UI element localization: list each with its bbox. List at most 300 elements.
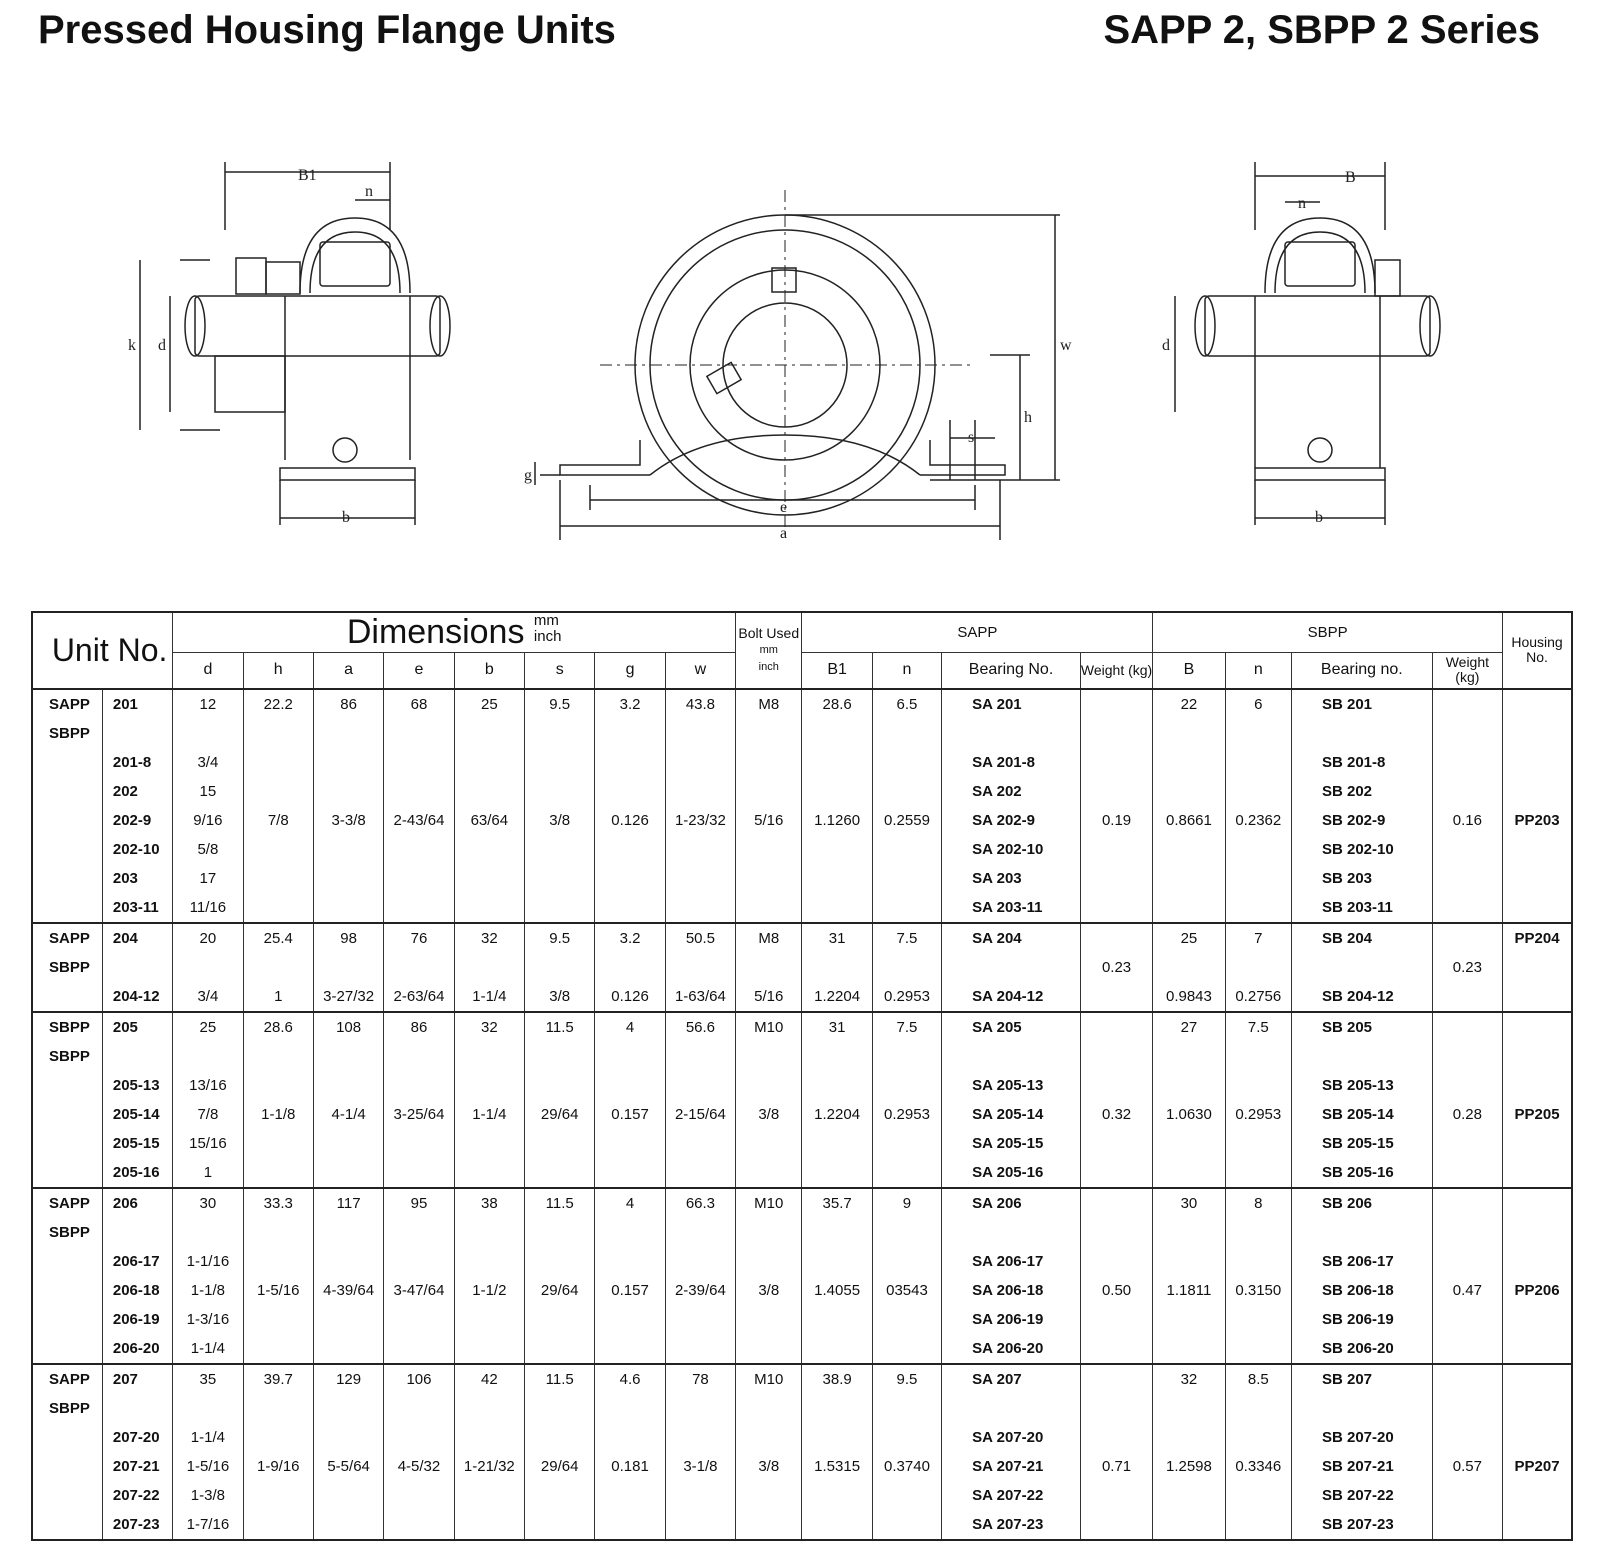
- table-cell: 11.5: [525, 1364, 595, 1394]
- table-cell: [1503, 1364, 1572, 1394]
- table-cell: [454, 777, 524, 806]
- table-cell: [454, 1423, 524, 1452]
- table-cell: [454, 719, 524, 748]
- table-cell: [243, 1071, 313, 1100]
- table-row: [32, 1334, 1572, 1364]
- table-cell: 1-5/16: [173, 1452, 243, 1481]
- table-cell: [802, 1129, 872, 1158]
- table-cell: 206-18: [102, 1276, 172, 1305]
- table-cell: [32, 982, 102, 1012]
- table-cell: [595, 893, 665, 923]
- table-cell: [872, 1071, 941, 1100]
- table-cell: 7.5: [872, 923, 941, 953]
- table-cell: [802, 1247, 872, 1276]
- table-cell: [32, 1510, 102, 1540]
- table-cell: [872, 1042, 941, 1071]
- table-cell: [802, 748, 872, 777]
- table-cell: [1080, 777, 1152, 806]
- label-a: a: [780, 525, 788, 542]
- table-cell: [1153, 719, 1225, 748]
- table-cell: [384, 1158, 454, 1188]
- table-cell: [595, 1305, 665, 1334]
- table-cell: SA 206-18: [942, 1276, 1081, 1305]
- table-cell: [595, 1423, 665, 1452]
- table-cell: [595, 1334, 665, 1364]
- table-cell: [1432, 1394, 1502, 1423]
- table-cell: [384, 1305, 454, 1334]
- table-cell: [1503, 1158, 1572, 1188]
- table-cell: 0.181: [595, 1452, 665, 1481]
- table-cell: 1-21/32: [454, 1452, 524, 1481]
- col-bearing-no-sbpp: Bearing no.: [1291, 653, 1432, 689]
- table-cell: SA 203-11: [942, 893, 1081, 923]
- table-cell: [243, 953, 313, 982]
- table-cell: [736, 1129, 802, 1158]
- table-cell: [1432, 1012, 1502, 1042]
- table-cell: 27: [1153, 1012, 1225, 1042]
- table-cell: [173, 1218, 243, 1247]
- table-cell: [102, 953, 172, 982]
- table-cell: 202: [102, 777, 172, 806]
- table-cell: [1153, 1071, 1225, 1100]
- table-cell: [384, 893, 454, 923]
- table-cell: 1-9/16: [243, 1452, 313, 1481]
- table-cell: [1080, 835, 1152, 864]
- table-cell: [243, 1510, 313, 1540]
- table-cell: 9.5: [872, 1364, 941, 1394]
- label-h: h: [1024, 409, 1032, 426]
- table-cell: 68: [384, 689, 454, 719]
- table-cell: [1080, 1510, 1152, 1540]
- table-cell: SB 204-12: [1291, 982, 1432, 1012]
- table-cell: 1.1811: [1153, 1276, 1225, 1305]
- table-cell: SB 206-17: [1291, 1247, 1432, 1276]
- table-cell: [942, 719, 1081, 748]
- table-cell: 204: [102, 923, 172, 953]
- table-cell: 66.3: [665, 1188, 735, 1218]
- table-cell: 6.5: [872, 689, 941, 719]
- table-cell: [665, 953, 735, 982]
- table-cell: 206-19: [102, 1305, 172, 1334]
- table-cell: SAPP: [49, 695, 90, 713]
- table-cell: [802, 777, 872, 806]
- table-cell: [665, 1510, 735, 1540]
- table-cell: [1503, 864, 1572, 893]
- table-cell: [1291, 1042, 1432, 1071]
- table-cell: [384, 1218, 454, 1247]
- table-cell: 2-63/64: [384, 982, 454, 1012]
- table-cell: [525, 1071, 595, 1100]
- table-cell: [1432, 835, 1502, 864]
- table-cell: 5/16: [736, 806, 802, 835]
- table-cell: [872, 1481, 941, 1510]
- table-cell: [243, 1158, 313, 1188]
- table-cell: M8: [736, 689, 802, 719]
- table-cell: 1-1/2: [454, 1276, 524, 1305]
- table-cell: 0.9843: [1153, 982, 1225, 1012]
- table-cell: [525, 1247, 595, 1276]
- label-b-left: b: [342, 509, 350, 526]
- table-row: [32, 1100, 1572, 1129]
- table-cell: 9.5: [525, 689, 595, 719]
- table-cell: 0.2953: [872, 1100, 941, 1129]
- table-cell: 206-17: [102, 1247, 172, 1276]
- table-cell: [1432, 982, 1502, 1012]
- table-cell: 39.7: [243, 1364, 313, 1394]
- table-cell: [665, 1334, 735, 1364]
- table-cell: 1-5/16: [243, 1276, 313, 1305]
- header-sapp: SAPP: [802, 612, 1153, 653]
- table-cell: 22: [1153, 689, 1225, 719]
- table-cell: [1080, 1188, 1152, 1218]
- table-cell: [1153, 1305, 1225, 1334]
- table-cell: [1225, 1334, 1291, 1364]
- table-cell: [872, 1158, 941, 1188]
- table-row: [32, 1071, 1572, 1100]
- table-cell: SB 203-11: [1291, 893, 1432, 923]
- table-cell: [313, 1305, 383, 1334]
- table-cell: [736, 1042, 802, 1071]
- table-cell: 86: [384, 1012, 454, 1042]
- table-cell: SA 206-20: [942, 1334, 1081, 1364]
- table-cell: [243, 893, 313, 923]
- table-row: [32, 806, 1572, 835]
- table-cell: SA 205-13: [942, 1071, 1081, 1100]
- table-cell: 29/64: [525, 1276, 595, 1305]
- table-cell: SBPP: [49, 958, 90, 976]
- table-cell: [454, 1247, 524, 1276]
- table-cell: [872, 1247, 941, 1276]
- col-n-sapp: n: [872, 653, 941, 689]
- table-row: [32, 1481, 1572, 1510]
- table-cell: [243, 719, 313, 748]
- table-cell: [872, 777, 941, 806]
- table-cell: [1432, 1218, 1502, 1247]
- table-cell: [1291, 1394, 1432, 1423]
- label-e: e: [780, 499, 788, 516]
- table-row: [32, 982, 1572, 1012]
- table-cell: [1432, 1188, 1502, 1218]
- table-cell: SA 207-22: [942, 1481, 1081, 1510]
- table-cell: 3/8: [736, 1276, 802, 1305]
- table-cell: 0.2953: [1225, 1100, 1291, 1129]
- table-cell: [1225, 1247, 1291, 1276]
- table-cell: [313, 1158, 383, 1188]
- table-cell: 0.157: [595, 1100, 665, 1129]
- table-cell: 25: [1153, 923, 1225, 953]
- table-cell: [525, 953, 595, 982]
- table-cell: SB 201-8: [1291, 748, 1432, 777]
- table-cell: [736, 748, 802, 777]
- table-cell: PP203: [1503, 806, 1572, 835]
- table-row: [32, 1129, 1572, 1158]
- table-cell: [1225, 835, 1291, 864]
- table-cell: [1225, 1305, 1291, 1334]
- table-cell: [313, 719, 383, 748]
- table-cell: 5-5/64: [313, 1452, 383, 1481]
- table-cell: [525, 1129, 595, 1158]
- header-unit-no: Unit No.: [32, 612, 173, 689]
- label-d-right: d: [1162, 337, 1170, 354]
- table-cell: [1153, 1247, 1225, 1276]
- table-cell: [313, 1510, 383, 1540]
- table-cell: [102, 1218, 172, 1247]
- table-cell: [1503, 1218, 1572, 1247]
- table-cell: SB 204: [1291, 923, 1432, 953]
- table-cell: SB 202-9: [1291, 806, 1432, 835]
- table-cell: [1503, 953, 1572, 982]
- table-cell: [736, 1218, 802, 1247]
- table-cell: [736, 1423, 802, 1452]
- table-cell: 0.2756: [1225, 982, 1291, 1012]
- table-cell: [1432, 1247, 1502, 1276]
- table-cell: [525, 835, 595, 864]
- table-cell: 7/8: [243, 806, 313, 835]
- table-cell: [1080, 1071, 1152, 1100]
- table-cell: [32, 1423, 102, 1452]
- table-cell: 1.4055: [802, 1276, 872, 1305]
- table-cell: [313, 953, 383, 982]
- table-cell: 17: [173, 864, 243, 893]
- table-cell: 4-5/32: [384, 1452, 454, 1481]
- table-cell: [243, 864, 313, 893]
- table-cell: SA 205-16: [942, 1158, 1081, 1188]
- table-cell: 3-3/8: [313, 806, 383, 835]
- table-cell: 76: [384, 923, 454, 953]
- table-cell: [736, 1158, 802, 1188]
- table-cell: [872, 1218, 941, 1247]
- table-cell: SA 205: [942, 1012, 1081, 1042]
- table-cell: [1432, 748, 1502, 777]
- series-title: SAPP 2, SBPP 2 Series: [1103, 8, 1540, 52]
- table-cell: 1-1/16: [173, 1247, 243, 1276]
- table-cell: [525, 719, 595, 748]
- table-cell: 38: [454, 1188, 524, 1218]
- table-cell: 86: [313, 689, 383, 719]
- table-cell: [1503, 1334, 1572, 1364]
- table-cell: [1503, 982, 1572, 1012]
- table-cell: [595, 719, 665, 748]
- table-cell: 15: [173, 777, 243, 806]
- table-cell: [454, 1129, 524, 1158]
- table-cell: [454, 835, 524, 864]
- table-cell: [1503, 1481, 1572, 1510]
- page-title: Pressed Housing Flange Units: [38, 8, 616, 52]
- table-cell: [665, 893, 735, 923]
- table-cell: [1080, 1158, 1152, 1188]
- table-cell: 3/8: [736, 1452, 802, 1481]
- table-cell: [1225, 1129, 1291, 1158]
- table-cell: [525, 1042, 595, 1071]
- table-cell: 3-1/8: [665, 1452, 735, 1481]
- table-row: [32, 689, 1572, 719]
- table-cell: [32, 835, 102, 864]
- table-cell: [243, 1394, 313, 1423]
- table-cell: [384, 835, 454, 864]
- table-cell: [32, 1276, 102, 1305]
- table-cell: 0.23: [1080, 953, 1152, 982]
- table-cell: SB 205-15: [1291, 1129, 1432, 1158]
- table-cell: [525, 1510, 595, 1540]
- col-w: w: [665, 653, 735, 689]
- table-cell: [454, 893, 524, 923]
- table-cell: [872, 953, 941, 982]
- table-cell: [736, 1394, 802, 1423]
- table-cell: 22.2: [243, 689, 313, 719]
- table-cell: 25.4: [243, 923, 313, 953]
- table-cell: [525, 777, 595, 806]
- table-cell: 15/16: [173, 1129, 243, 1158]
- table-cell: SA 202-9: [942, 806, 1081, 835]
- col-weight-sapp: Weight (kg): [1080, 653, 1152, 689]
- table-cell: 1-1/4: [173, 1334, 243, 1364]
- label-B: B: [1345, 169, 1356, 186]
- table-cell: [32, 1247, 102, 1276]
- table-cell: [173, 953, 243, 982]
- table-cell: [454, 1510, 524, 1540]
- table-cell: [802, 893, 872, 923]
- table-cell: [1432, 1334, 1502, 1364]
- table-cell: [736, 835, 802, 864]
- table-cell: 30: [1153, 1188, 1225, 1218]
- table-cell: [1080, 1364, 1152, 1394]
- table-row: [32, 864, 1572, 893]
- table-cell: [1080, 1481, 1152, 1510]
- table-cell: [595, 835, 665, 864]
- table-cell: [32, 1452, 102, 1481]
- col-d: d: [173, 653, 243, 689]
- table-cell: [1291, 1218, 1432, 1247]
- table-cell: [313, 1071, 383, 1100]
- table-row: [32, 1042, 1572, 1071]
- table-cell: [454, 1481, 524, 1510]
- table-cell: [665, 1129, 735, 1158]
- table-cell: [665, 864, 735, 893]
- table-cell: [736, 893, 802, 923]
- table-cell: [32, 1305, 102, 1334]
- table-cell: 205-16: [102, 1158, 172, 1188]
- col-bearing-no-sapp: Bearing No.: [942, 653, 1081, 689]
- table-cell: 0.28: [1432, 1100, 1502, 1129]
- table-cell: 117: [313, 1188, 383, 1218]
- table-cell: [1080, 748, 1152, 777]
- col-n-sbpp: n: [1225, 653, 1291, 689]
- table-cell: 3/8: [525, 806, 595, 835]
- table-cell: [872, 864, 941, 893]
- table-cell: [243, 1247, 313, 1276]
- table-cell: SA 206: [942, 1188, 1081, 1218]
- table-cell: [1225, 719, 1291, 748]
- table-row: [32, 1276, 1572, 1305]
- table-cell: [1503, 1247, 1572, 1276]
- table-cell: 78: [665, 1364, 735, 1394]
- table-cell: 50.5: [665, 923, 735, 953]
- table-cell: 7: [1225, 923, 1291, 953]
- table-row: [32, 1218, 1572, 1247]
- table-row: [32, 1158, 1572, 1188]
- table-cell: [1153, 1042, 1225, 1071]
- front-view: [535, 190, 1060, 540]
- table-cell: [872, 893, 941, 923]
- table-cell: [243, 1334, 313, 1364]
- table-cell: [454, 864, 524, 893]
- table-cell: [736, 1071, 802, 1100]
- table-cell: 32: [454, 1012, 524, 1042]
- table-cell: 1-3/8: [173, 1481, 243, 1510]
- table-cell: [595, 1158, 665, 1188]
- table-cell: 4-1/4: [313, 1100, 383, 1129]
- table-cell: [1432, 864, 1502, 893]
- table-cell: [1153, 1158, 1225, 1188]
- table-cell: [872, 835, 941, 864]
- table-cell: 35: [173, 1364, 243, 1394]
- table-cell: 0.3150: [1225, 1276, 1291, 1305]
- table-cell: 3.2: [595, 689, 665, 719]
- table-cell: [1432, 689, 1502, 719]
- table-cell: [1432, 777, 1502, 806]
- table-cell: [1503, 1188, 1572, 1218]
- table-cell: [1080, 893, 1152, 923]
- table-cell: 0.126: [595, 982, 665, 1012]
- table-cell: [1503, 689, 1572, 719]
- table-cell: [665, 1481, 735, 1510]
- table-cell: [32, 1071, 102, 1100]
- table-cell: [313, 1423, 383, 1452]
- table-cell: [243, 1129, 313, 1158]
- col-weight-sbpp: Weight (kg): [1432, 653, 1502, 689]
- label-n-right: n: [1298, 195, 1306, 212]
- table-cell: 1-1/4: [454, 982, 524, 1012]
- col-B1: B1: [802, 653, 872, 689]
- table-cell: [736, 1334, 802, 1364]
- table-cell: [243, 835, 313, 864]
- table-cell: [313, 1129, 383, 1158]
- dimensions-label: Dimensions: [346, 613, 525, 651]
- table-cell: [1503, 1071, 1572, 1100]
- table-cell: [1225, 1510, 1291, 1540]
- table-cell: 38.9: [802, 1364, 872, 1394]
- table-cell: [1080, 1247, 1152, 1276]
- table-cell: [736, 1510, 802, 1540]
- table-cell: SB 207-21: [1291, 1452, 1432, 1481]
- table-cell: [595, 1042, 665, 1071]
- table-cell: SB 206-18: [1291, 1276, 1432, 1305]
- table-cell: 7.5: [1225, 1012, 1291, 1042]
- table-cell: [802, 1042, 872, 1071]
- table-cell: SB 207-23: [1291, 1510, 1432, 1540]
- table-cell: 7.5: [872, 1012, 941, 1042]
- table-cell: 0.71: [1080, 1452, 1152, 1481]
- table-cell: [525, 1305, 595, 1334]
- table-cell: 3.2: [595, 923, 665, 953]
- table-cell: 31: [802, 923, 872, 953]
- specification-table: [31, 611, 1573, 1541]
- table-cell: 3/4: [173, 982, 243, 1012]
- table-cell: [1432, 719, 1502, 748]
- dimensions-units: mm inch: [533, 612, 562, 645]
- table-cell: [1432, 893, 1502, 923]
- table-cell: 0.47: [1432, 1276, 1502, 1305]
- table-cell: [1153, 1334, 1225, 1364]
- table-cell: [1503, 777, 1572, 806]
- table-row: [32, 1188, 1572, 1218]
- table-cell: [595, 1129, 665, 1158]
- table-cell: [454, 1071, 524, 1100]
- table-cell: SB 206-20: [1291, 1334, 1432, 1364]
- table-cell: [942, 1218, 1081, 1247]
- table-cell: 202-9: [102, 806, 172, 835]
- table-cell: 28.6: [802, 689, 872, 719]
